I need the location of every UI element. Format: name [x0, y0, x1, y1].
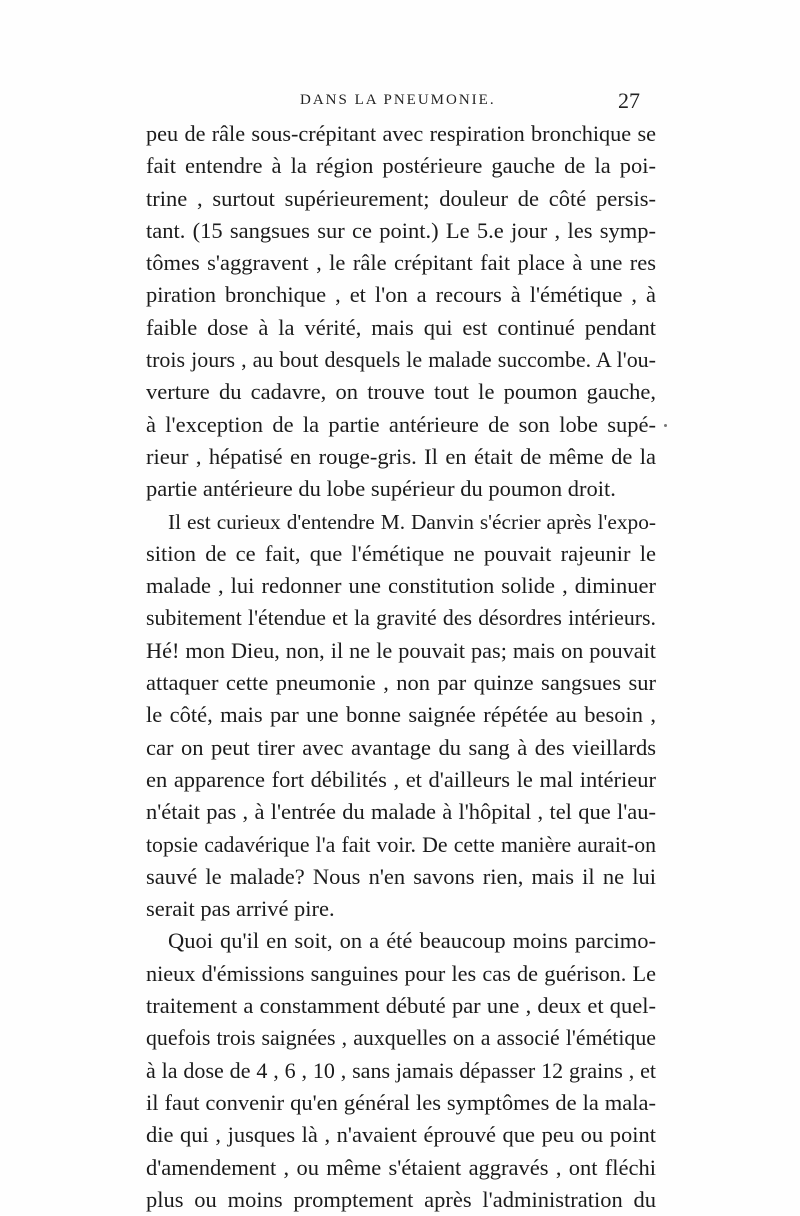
page-number: 27 [618, 88, 640, 113]
text-line: à la dose de 4 , 6 , 10 , sans jamais dépasser 12 grains , et [146, 1057, 656, 1083]
paragraph-start-line: Quoi qu'il en soit, on a été beaucoup moins parcimo- [168, 928, 656, 954]
text-line: attaquer cette pneumonie , non par quinze sangsues sur [146, 670, 656, 696]
paragraph-end-line: partie antérieure du lobe supérieur du poumon droit. [146, 476, 616, 502]
text-line: en apparence fort débilités , et d'ailleurs le mal intérieur [146, 766, 656, 792]
body-text [146, 118, 656, 1216]
text-line: faible dose à la vérité, mais qui est continué pendant [146, 314, 656, 340]
text-line: quefois trois saignées , auxquelles on a associé l'émétique [146, 1026, 656, 1051]
text-line: fait entendre à la région postérieure gauche de la poi- [146, 153, 656, 179]
text-line: tômes s'aggravent , le râle crépitant fait place à une res [146, 250, 656, 276]
paragraph-start-line: Il est curieux d'entendre M. Danvin s'écrier après l'expo- [168, 509, 656, 534]
text-line: piration bronchique , et l'on a recours à l'émétique , à [146, 282, 656, 308]
text-line: le côté, mais par une bonne saignée répétée au besoin , [146, 702, 656, 728]
text-line: car on peut tirer avec avantage du sang à des vieillards [146, 734, 656, 760]
text-line: die qui , jusques là , n'avaient éprouvé que peu ou point [146, 1122, 656, 1148]
text-line: topsie cadavérique l'a fait voir. De cette manière aurait-on [146, 832, 656, 857]
text-line: nieux d'émissions sanguines pour les cas de guérison. Le [146, 960, 656, 986]
text-line: tant. (15 sangsues sur ce point.) Le 5.e jour , les symp- [146, 217, 656, 243]
text-line: à l'exception de la partie antérieure de son lobe supé- [146, 411, 656, 437]
text-line: n'était pas , à l'entrée du malade à l'hôpital , tel que l'au- [146, 799, 656, 825]
paragraph-end-line: serait pas arrivé pire. [146, 896, 335, 922]
running-title: DANS LA PNEUMONIE. [300, 92, 496, 108]
text-line: malade , lui redonner une constitution solide , diminuer [146, 573, 656, 599]
margin-dot [664, 424, 667, 427]
text-line: d'amendement , ou même s'étaient aggravés , ont fléchi [146, 1154, 656, 1180]
text-line: il faut convenir qu'en général les symptômes de la mala- [146, 1089, 656, 1115]
text-line: sauvé le malade? Nous n'en savons rien, mais il ne lui [146, 863, 656, 889]
text-line: sition de ce fait, que l'émétique ne pouvait rajeunir le [146, 540, 656, 566]
text-line: traitement a constamment débuté par une , deux et quel- [146, 993, 656, 1019]
text-line: subitement l'étendue et la gravité des désordres intérieurs. [146, 606, 656, 631]
text-line: plus ou moins promptement après l'administration du [146, 1186, 656, 1212]
text-line: peu de râle sous-crépitant avec respiration bronchique se [146, 121, 656, 146]
text-line: verture du cadavre, on trouve tout le poumon gauche, [146, 379, 656, 405]
text-line: trois jours , au bout desquels le malade succombe. A l'ou- [146, 347, 656, 373]
text-line: Hé! mon Dieu, non, il ne le pouvait pas; mais on pouvait [146, 637, 656, 663]
text-line: rieur , hépatisé en rouge-gris. Il en était de même de la [146, 443, 656, 469]
text-line: trine , surtout supérieurement; douleur de côté persis- [146, 185, 656, 211]
